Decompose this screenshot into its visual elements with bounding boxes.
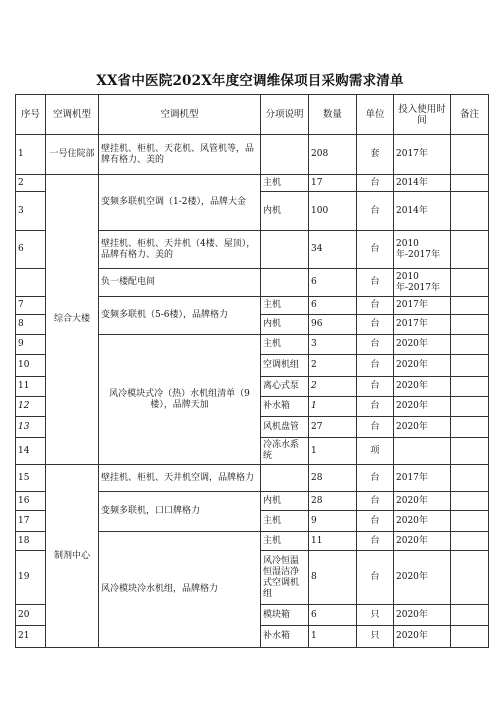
cell-seq: 12 bbox=[16, 397, 46, 417]
cell-item: 冷冻水系统 bbox=[261, 438, 309, 465]
cell-item: 主机 bbox=[261, 532, 309, 551]
model-cell-m3: 壁挂机、柜机、天井机（4楼、屋顶），品牌有格力、美的 bbox=[99, 231, 261, 269]
cell-seq: 2 bbox=[16, 175, 46, 192]
cell-note bbox=[451, 605, 489, 626]
cell-year: 2014年 bbox=[394, 192, 451, 231]
header-seq: 序号 bbox=[16, 95, 46, 135]
cell-unit: 台 bbox=[357, 315, 394, 335]
cell-unit: 项 bbox=[357, 438, 394, 465]
header-unit-type: 空调机型 bbox=[46, 95, 99, 135]
header-model: 空调机型 bbox=[99, 95, 261, 135]
cell-seq: 17 bbox=[16, 511, 46, 532]
cell-year: 2017年 bbox=[394, 465, 451, 492]
cell-seq: 6 bbox=[16, 231, 46, 269]
cell-qty: 6 bbox=[309, 269, 357, 297]
cell-seq: 18 bbox=[16, 532, 46, 551]
cell-seq: 11 bbox=[16, 377, 46, 397]
cell-unit: 台 bbox=[357, 417, 394, 438]
cell-note bbox=[451, 492, 489, 511]
cell-note bbox=[451, 335, 489, 355]
model-cell-m8: 变频多联机，口口牌格力 bbox=[99, 492, 261, 532]
model-cell-m1: 壁挂机、柜机、天花机、风管机等，品牌有格力、美的 bbox=[99, 135, 261, 175]
cell-item bbox=[261, 465, 309, 492]
table-row bbox=[16, 175, 489, 192]
cell-year: 2017年 bbox=[394, 315, 451, 335]
cell-year: 2014年 bbox=[394, 175, 451, 192]
group-cell-g1: 一号住院部 bbox=[46, 135, 99, 175]
cell-qty: 1 bbox=[309, 626, 357, 648]
cell-unit: 台 bbox=[357, 335, 394, 355]
cell-unit: 台 bbox=[357, 511, 394, 532]
cell-year: 2017年 bbox=[394, 297, 451, 315]
cell-seq: 14 bbox=[16, 438, 46, 465]
model-cell-m9: 风冷模块冷水机组，品牌格力 bbox=[99, 532, 261, 648]
cell-note bbox=[451, 438, 489, 465]
cell-year: 2020年 bbox=[394, 532, 451, 551]
cell-qty: 8 bbox=[309, 551, 357, 605]
cell-unit: 只 bbox=[357, 626, 394, 648]
cell-unit: 台 bbox=[357, 269, 394, 297]
cell-year: 2010年-2017年 bbox=[394, 269, 451, 297]
cell-qty: 208 bbox=[309, 135, 357, 175]
cell-item bbox=[261, 231, 309, 269]
cell-year: 2020年 bbox=[394, 626, 451, 648]
header-unit: 单位 bbox=[357, 95, 394, 135]
cell-seq: 16 bbox=[16, 492, 46, 511]
cell-seq: 15 bbox=[16, 465, 46, 492]
cell-qty: 2 bbox=[309, 377, 357, 397]
cell-unit: 台 bbox=[357, 355, 394, 377]
cell-seq: 8 bbox=[16, 315, 46, 335]
cell-item: 模块箱 bbox=[261, 605, 309, 626]
cell-note bbox=[451, 192, 489, 231]
cell-item: 空调机组 bbox=[261, 355, 309, 377]
cell-note bbox=[451, 377, 489, 397]
cell-qty: 17 bbox=[309, 175, 357, 192]
cell-unit: 台 bbox=[357, 231, 394, 269]
cell-qty: 28 bbox=[309, 465, 357, 492]
model-cell-m2: 变频多联机空调（1-2楼），品牌大金 bbox=[99, 175, 261, 231]
group-cell-g3: 制剂中心 bbox=[46, 465, 99, 648]
cell-year: 2020年 bbox=[394, 492, 451, 511]
cell-item bbox=[261, 135, 309, 175]
model-cell-m4: 负一楼配电间 bbox=[99, 269, 261, 297]
cell-year: 2020年 bbox=[394, 417, 451, 438]
cell-year: 2020年 bbox=[394, 355, 451, 377]
cell-year: 2010年-2017年 bbox=[394, 231, 451, 269]
header-year: 投入使用时间 bbox=[394, 95, 451, 135]
cell-item: 主机 bbox=[261, 335, 309, 355]
cell-seq: 20 bbox=[16, 605, 46, 626]
cell-qty: 9 bbox=[309, 511, 357, 532]
cell-seq: 21 bbox=[16, 626, 46, 648]
cell-item: 内机 bbox=[261, 492, 309, 511]
cell-note bbox=[451, 511, 489, 532]
cell-qty: 3 bbox=[309, 335, 357, 355]
cell-unit: 台 bbox=[357, 465, 394, 492]
cell-item: 主机 bbox=[261, 297, 309, 315]
cell-note bbox=[451, 397, 489, 417]
cell-year: 2017年 bbox=[394, 135, 451, 175]
cell-unit: 台 bbox=[357, 297, 394, 315]
cell-note bbox=[451, 297, 489, 315]
cell-seq: 13 bbox=[16, 417, 46, 438]
cell-year: 2020年 bbox=[394, 335, 451, 355]
cell-qty: 100 bbox=[309, 192, 357, 231]
cell-unit: 台 bbox=[357, 192, 394, 231]
cell-item: 主机 bbox=[261, 511, 309, 532]
cell-qty: 6 bbox=[309, 605, 357, 626]
model-cell-m6: 风冷模块式冷（热）水机组清单（9楼），品牌天加 bbox=[99, 335, 261, 465]
cell-unit: 台 bbox=[357, 492, 394, 511]
cell-seq: 3 bbox=[16, 192, 46, 231]
cell-qty: 96 bbox=[309, 315, 357, 335]
cell-item: 补水箱 bbox=[261, 397, 309, 417]
procurement-table bbox=[15, 94, 489, 648]
cell-year: 2020年 bbox=[394, 511, 451, 532]
cell-note bbox=[451, 355, 489, 377]
cell-year: 2020年 bbox=[394, 551, 451, 605]
cell-qty: 1 bbox=[309, 397, 357, 417]
table-header-row bbox=[16, 95, 489, 135]
header-item: 分项说明 bbox=[261, 95, 309, 135]
cell-seq: 1 bbox=[16, 135, 46, 175]
cell-year: 2020年 bbox=[394, 377, 451, 397]
cell-unit: 台 bbox=[357, 397, 394, 417]
cell-note bbox=[451, 551, 489, 605]
cell-note bbox=[451, 626, 489, 648]
cell-note bbox=[451, 532, 489, 551]
table-row bbox=[16, 135, 489, 175]
cell-item: 补水箱 bbox=[261, 626, 309, 648]
cell-note bbox=[451, 269, 489, 297]
cell-note bbox=[451, 315, 489, 335]
cell-item: 离心式泵 bbox=[261, 377, 309, 397]
cell-item bbox=[261, 269, 309, 297]
cell-unit: 套 bbox=[357, 135, 394, 175]
cell-unit: 台 bbox=[357, 532, 394, 551]
cell-item: 风冷恒温恒湿洁净式空调机组 bbox=[261, 551, 309, 605]
cell-note bbox=[451, 465, 489, 492]
cell-qty: 1 bbox=[309, 438, 357, 465]
cell-note bbox=[451, 231, 489, 269]
cell-item: 内机 bbox=[261, 315, 309, 335]
cell-seq: 10 bbox=[16, 355, 46, 377]
cell-seq: 9 bbox=[16, 335, 46, 355]
cell-qty: 2 bbox=[309, 355, 357, 377]
cell-qty: 11 bbox=[309, 532, 357, 551]
cell-seq: 19 bbox=[16, 551, 46, 605]
cell-note bbox=[451, 175, 489, 192]
document-title: XX省中医院202X年度空调维保项目采购需求清单 bbox=[96, 73, 404, 89]
cell-year: 2020年 bbox=[394, 605, 451, 626]
cell-note bbox=[451, 417, 489, 438]
cell-note bbox=[451, 135, 489, 175]
group-cell-g2: 综合大楼 bbox=[46, 175, 99, 465]
cell-unit: 台 bbox=[357, 377, 394, 397]
cell-year bbox=[394, 438, 451, 465]
cell-seq: 7 bbox=[16, 297, 46, 315]
cell-qty: 28 bbox=[309, 492, 357, 511]
cell-seq bbox=[16, 269, 46, 297]
cell-year: 2020年 bbox=[394, 397, 451, 417]
header-note: 备注 bbox=[451, 95, 489, 135]
cell-unit: 只 bbox=[357, 605, 394, 626]
cell-item: 主机 bbox=[261, 175, 309, 192]
cell-qty: 27 bbox=[309, 417, 357, 438]
table-row bbox=[16, 465, 489, 492]
cell-qty: 6 bbox=[309, 297, 357, 315]
model-cell-m7: 壁挂机、柜机、天井机空调，品牌格力 bbox=[99, 465, 261, 492]
model-cell-m5: 变频多联机（5-6楼），品牌格力 bbox=[99, 297, 261, 335]
cell-unit: 台 bbox=[357, 175, 394, 192]
cell-qty: 34 bbox=[309, 231, 357, 269]
cell-item: 内机 bbox=[261, 192, 309, 231]
cell-unit: 台 bbox=[357, 551, 394, 605]
header-qty: 数量 bbox=[309, 95, 357, 135]
cell-item: 风机盘管 bbox=[261, 417, 309, 438]
